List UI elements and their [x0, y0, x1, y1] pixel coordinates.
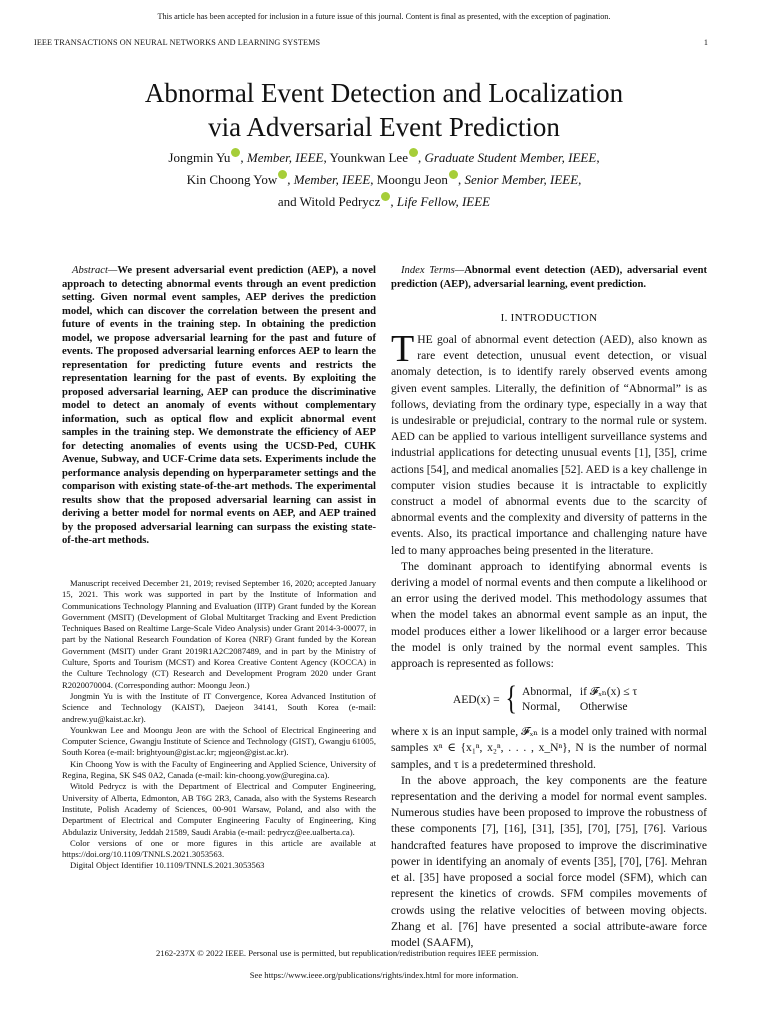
- author-role: Senior Member, IEEE: [464, 172, 579, 187]
- author-role: Member, IEEE: [293, 172, 371, 187]
- equation-lhs: AED(x) =: [452, 692, 500, 706]
- paper-title: [0, 76, 768, 144]
- intro-paragraph: In the above approach, the key components are the feature representation and the deriving a model for normal event samples. Numerous studies have been proposed to improve the robustness of these components [7], [16], [31], [35], [70], [75], [76]. Various handcrafted features have proposed to improve the discriminative power in identifying an anomaly of events [35], [70], [76]. Mehran et al. [35] have proposed a social force model (SFM), which can represent the kinetics of crowds. SFM compiles movements of crowds using the relative velocities of between moving objects. Zhang et al. [76] have presented a social attribute-aware force model (SAAFM),: [391, 773, 707, 949]
- abstract-text: We present adversarial event prediction (AEP), a novel approach to detecting abnormal events through an event prediction setting. Given normal event samples, AEP derives the prediction model, which can discover the correlation between the present and future of events in the training step. In obtaining the prediction model, we propose adversarial learning for the past and future of events. The proposed adversarial learning enforces AEP to learn the representation for predicting future events and restricts the representation learning for the past of events. By exploiting the proposed adversarial learning, AEP can produce the discriminative model to detect an anomaly of events without complementary information, such as optical flow and explicit abnormal event samples in the training step. We demonstrate the efficiency of AEP for detecting anomalies of events using the UCSD-Ped, CUHK Avenue, Subway, and UCF-Crime data sets. Experiments include the performance analysis depending on hyperparameter settings and the comparison with existing state-of-the-art methods. The experimental results show that the proposed adversarial learning can assist in deriving a better model for normal events on AEP, and AEP trained by the proposed adversarial learning can surpass the existing state-of-the-art methods.: [62, 265, 376, 546]
- author-name: Kin Choong Yow: [186, 172, 278, 187]
- case-value: Normal,: [521, 700, 561, 714]
- journal-name: IEEE TRANSACTIONS ON NEURAL NETWORKS AND LEARNING SYSTEMS: [34, 38, 321, 47]
- author-list: [0, 147, 768, 213]
- equation: [391, 682, 707, 716]
- case-condition: if 𝓕ₓₙ(x) ≤ τ: [579, 685, 638, 699]
- drop-cap: T: [391, 328, 415, 370]
- footnote-affiliation: Jongmin Yu is with the Institute of IT Convergence, Korea Advanced Institution of Science and Technology (KAIST), Daejeon 34141, South Korea (e-mail: andrew.yu@kaist.ac.kr).: [62, 690, 376, 724]
- index-terms-text: Abnormal event detection (AED), adversarial event prediction (AEP), adversarial learning, event prediction.: [391, 265, 707, 290]
- abstract: [62, 264, 376, 548]
- orcid-icon[interactable]: [381, 192, 390, 201]
- case-condition: Otherwise: [579, 700, 628, 714]
- author-role: Life Fellow, IEEE: [396, 194, 491, 209]
- title-line-2: via Adversarial Event Prediction: [208, 112, 560, 142]
- author-line-2: Kin Choong Yow , Member, IEEE, Moongu Jeon , Senior Member, IEEE,: [186, 172, 582, 187]
- footnote-affiliation: Witold Pedrycz is with the Department of Electrical and Computer Engineering, University of Alberta, Edmonton, AB T6G 2R3, Canada, also with the Systems Research Institute, Polish Academy of Sciences, 00-901 Warsaw, Poland, and also with the Department of Electrical and Computer Engineering Faculty of Engineering, King Abdulaziz University, Jeddah 21589, Saudi Arabia (e-mail: pedrycz@ee.ualberta.ca).: [62, 781, 376, 837]
- footnotes: [62, 578, 376, 872]
- index-terms: [391, 264, 707, 291]
- intro-paragraph: where x is an input sample, 𝓕ₓₙ is a model only trained with normal samples xⁿ ∈ {x₁ⁿ, x₂ⁿ, . . . , x_Nⁿ}, N is the number of normal samples, and τ is a predetermined threshold.: [391, 725, 707, 771]
- footnote-affiliation: Kin Choong Yow is with the Faculty of Engineering and Applied Science, University of Regina, Regina, SK S4S 0A2, Canada (e-mail: kin-choong.yow@uregina.ca).: [62, 758, 376, 781]
- copyright-notice: 2162-237X © 2022 IEEE. Personal use is permitted, but republication/redistribution requires IEEE permission.: [156, 948, 539, 958]
- brace-symbol: {: [505, 680, 517, 718]
- author-name: Moongu Jeon: [376, 172, 448, 187]
- orcid-icon[interactable]: [409, 148, 418, 157]
- orcid-icon[interactable]: [278, 170, 287, 179]
- publication-notice: This article has been accepted for inclusion in a future issue of this journal. Content is final as presented, with the exception of pagination.: [157, 12, 611, 21]
- abstract-label: Abstract—: [72, 265, 118, 276]
- footnote-doi: Digital Object Identifier 10.1109/TNNLS.2021.3053563: [70, 860, 265, 871]
- section-heading: I. INTRODUCTION: [500, 312, 598, 324]
- footnote-affiliation: Younkwan Lee and Moongu Jeon are with the School of Electrical Engineering and Computer Science, Gwangju Institute of Science and Technology (GIST), Gwangju 61005, South Korea (e-mail: brightyoun@gist.ac.kr; mgjeon@gist.ac.kr).: [62, 724, 376, 758]
- footnote-color-versions: Color versions of one or more figures in this article are available at https://doi.org/10.1109/TNNLS.2021.3053563.: [62, 837, 376, 860]
- intro-paragraph-text: HE goal of abnormal event detection (AED), also known as rare event detection, unusual event detection, or visual anomaly detection, is to identify rarely observed events among given event samples. Literally, the definition of “Abnormal” is as follows, deviating from the ordinary type, especially in a way that is undesirable or prejudicial, contrary to the normal rule or system. AED can be applied to various intelligent surveillance systems and industrial applications for detecting unusual events [1], [35], crime actions [54], and medical anomalies [52]. AED is a key challenge in computer vision studies because it is intractable to explicitly construct a model of abnormal events due to the scarcity of abnormal events and the complexity and diversity of patterns in the events. Also, its practical importance and challenging nature have led to many approaches being presented in the literature.: [391, 333, 707, 557]
- author-role: Graduate Student Member, IEEE: [424, 150, 597, 165]
- author-name: Younkwan Lee: [329, 150, 408, 165]
- intro-paragraph: [391, 328, 707, 559]
- case-value: Abnormal,: [521, 685, 572, 699]
- equation-cases: [522, 684, 645, 714]
- page-number: 1: [703, 38, 708, 47]
- author-line-1: Jongmin Yu , Member, IEEE, Younkwan Lee , Graduate Student Member, IEEE,: [168, 150, 600, 165]
- author-role: Member, IEEE: [246, 150, 324, 165]
- author-name: Witold Pedrycz: [299, 194, 381, 209]
- rights-link[interactable]: See https://www.ieee.org/publications/rights/index.html for more information.: [249, 970, 519, 980]
- orcid-icon[interactable]: [449, 170, 458, 179]
- orcid-icon[interactable]: [231, 148, 240, 157]
- author-line-3: and Witold Pedrycz , Life Fellow, IEEE: [277, 194, 491, 209]
- index-terms-label: Index Terms—: [401, 265, 465, 276]
- intro-paragraph: The dominant approach to identifying abnormal events is deriving a model of normal events and then compute a likelihood or an error using the derived model. This methodology assumes that when the model takes an abnormal event sample as an input, the model produces either a lower likelihood or a larger error because the model is only trained by the normal event samples. This approach is represented as follows:: [391, 559, 707, 671]
- introduction-body: [391, 328, 707, 951]
- author-name: Jongmin Yu: [168, 150, 231, 165]
- footnote-manuscript: Manuscript received December 21, 2019; revised September 16, 2020; accepted January 15, 2021. This work was supported in part by the Institute of Information and Communications Technology Planning and Evaluation (IITP) Grant funded by the Korean Government (MSIT) (Development of Global Multitarget Tracking and Event Prediction Techniques Based on Realtime Large-Scale Video Analysis) under Grant 2014-3-00077, in part by the National Research Foundation of Korea (NRF) Grant funded by the Korean Government (MSIT) under Grant 2019R1A2C2087489, and in part by the Ministry of Culture, Sports and Tourism (MCST) and Korea Creative Content Agency (KOCCA) in the Culture Technology (CT) Research and Development Program 2020 under Grant R2020070004. (Corresponding author: Moongu Jeon.): [62, 578, 376, 690]
- title-line-1: Abnormal Event Detection and Localization: [144, 78, 624, 108]
